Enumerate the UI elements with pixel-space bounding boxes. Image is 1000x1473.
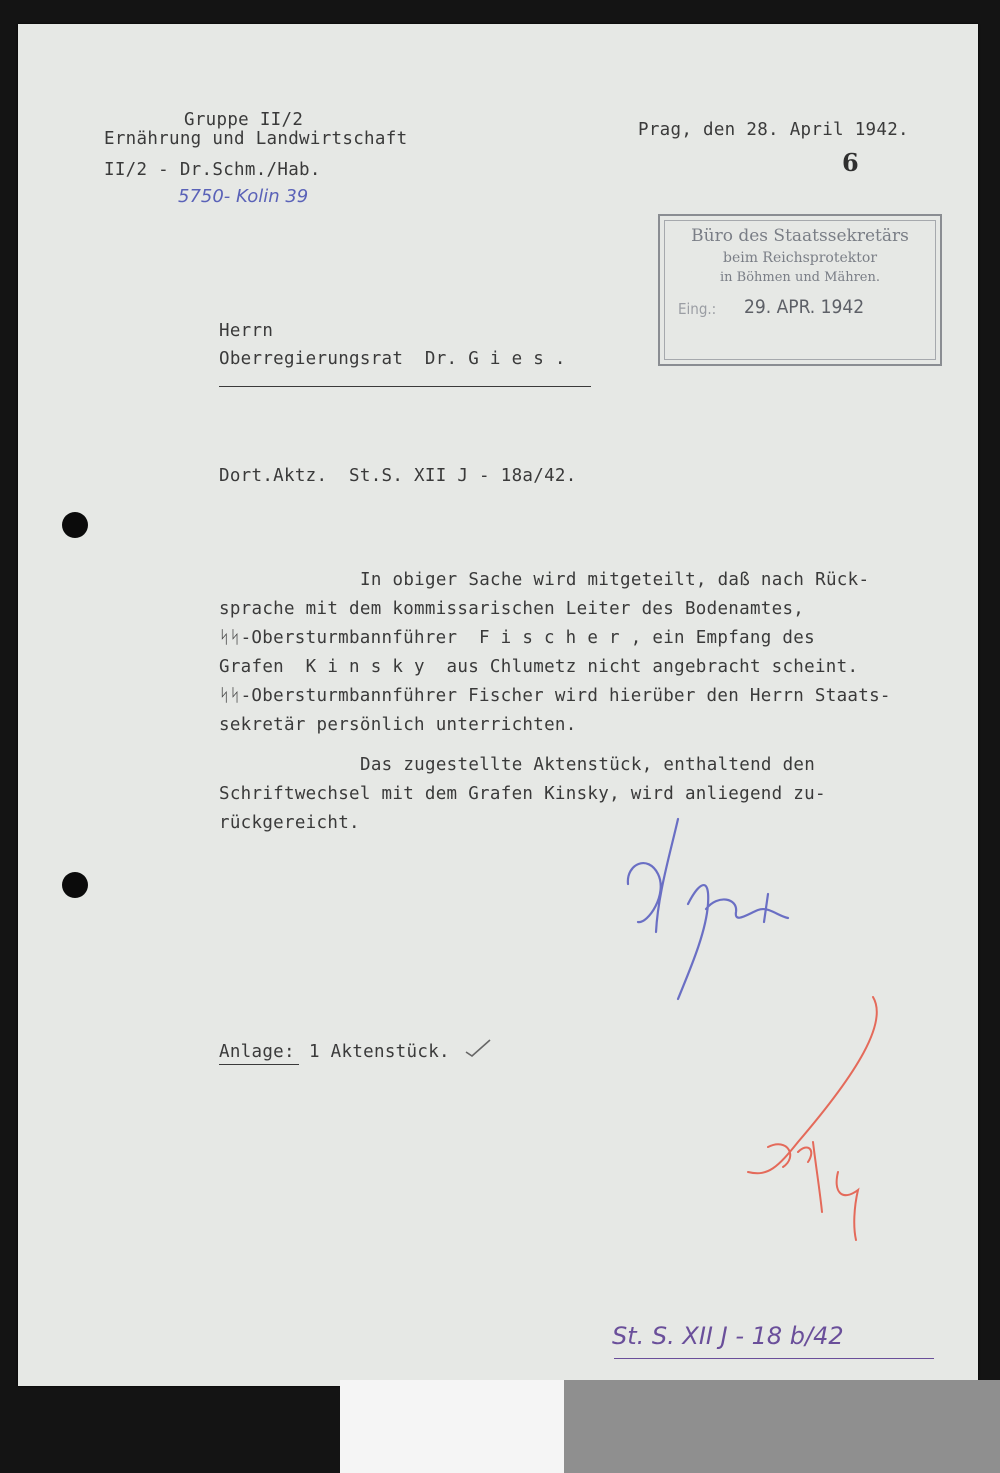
calibration-card-white xyxy=(340,1380,564,1473)
stamp-line-2: beim Reichsprotektor xyxy=(722,250,878,266)
punch-hole-bottom xyxy=(62,872,88,898)
body-line: ᛋᛋ-Obersturmbannführer F i s c h e r , ein Empfang des xyxy=(219,628,815,648)
body-line: ᛋᛋ-Obersturmbannführer Fischer wird hierüber den Herrn Staats- xyxy=(219,686,891,706)
enclosure-underline xyxy=(219,1064,299,1065)
stamp-line-1: Büro des Staatssekretärs xyxy=(691,226,909,246)
body-line: sekretär persönlich unterrichten. xyxy=(219,715,577,735)
place-date: Prag, den 28. April 1942. xyxy=(638,120,909,140)
letter-page xyxy=(18,24,978,1386)
enclosure-label: Anlage: xyxy=(219,1042,295,1062)
footer-file-reference: St. S. XII J - 18 b/42 xyxy=(612,1322,844,1350)
stamp-line-3: in Böhmen und Mähren. xyxy=(720,270,880,285)
check-mark xyxy=(464,1038,494,1058)
body-line: sprache mit dem kommissarischen Leiter des Bodenamtes, xyxy=(219,599,805,619)
stamp-received-date: 29. APR. 1942 xyxy=(744,296,865,318)
body-line: Schriftwechsel mit dem Grafen Kinsky, wird anliegend zu- xyxy=(219,784,826,804)
body-line: Das zugestellte Aktenstück, enthaltend den xyxy=(360,755,816,775)
sender-group: Gruppe II/2 xyxy=(184,110,304,130)
calibration-card-gray xyxy=(564,1380,1000,1473)
stamp-received-label: Eing.: xyxy=(678,300,717,318)
addressee-salutation: Herrn xyxy=(219,321,274,341)
received-stamp xyxy=(658,214,942,366)
subject-reference: Dort.Aktz. St.S. XII J - 18a/42. xyxy=(219,466,577,486)
sender-reference: II/2 - Dr.Schm./Hab. xyxy=(104,160,321,180)
body-line: rückgereicht. xyxy=(219,813,360,833)
signature xyxy=(618,814,818,1004)
body-line: Grafen K i n s k y aus Chlumetz nicht angebracht scheint. xyxy=(219,657,859,677)
footer-reference-underline xyxy=(614,1358,934,1359)
addressee-name: Oberregierungsrat Dr. G i e s . xyxy=(219,349,566,369)
handwritten-file-number: 5750- Kolin 39 xyxy=(178,186,309,207)
sender-department: Ernährung und Landwirtschaft xyxy=(104,129,408,149)
addressee-underline xyxy=(219,386,591,387)
body-line: In obiger Sache wird mitgeteilt, daß nach Rück- xyxy=(360,570,870,590)
red-pencil-initials xyxy=(738,992,898,1242)
enclosure-text: 1 Aktenstück. xyxy=(309,1042,450,1062)
punch-hole-top xyxy=(62,512,88,538)
page-number: 6 xyxy=(842,148,859,177)
